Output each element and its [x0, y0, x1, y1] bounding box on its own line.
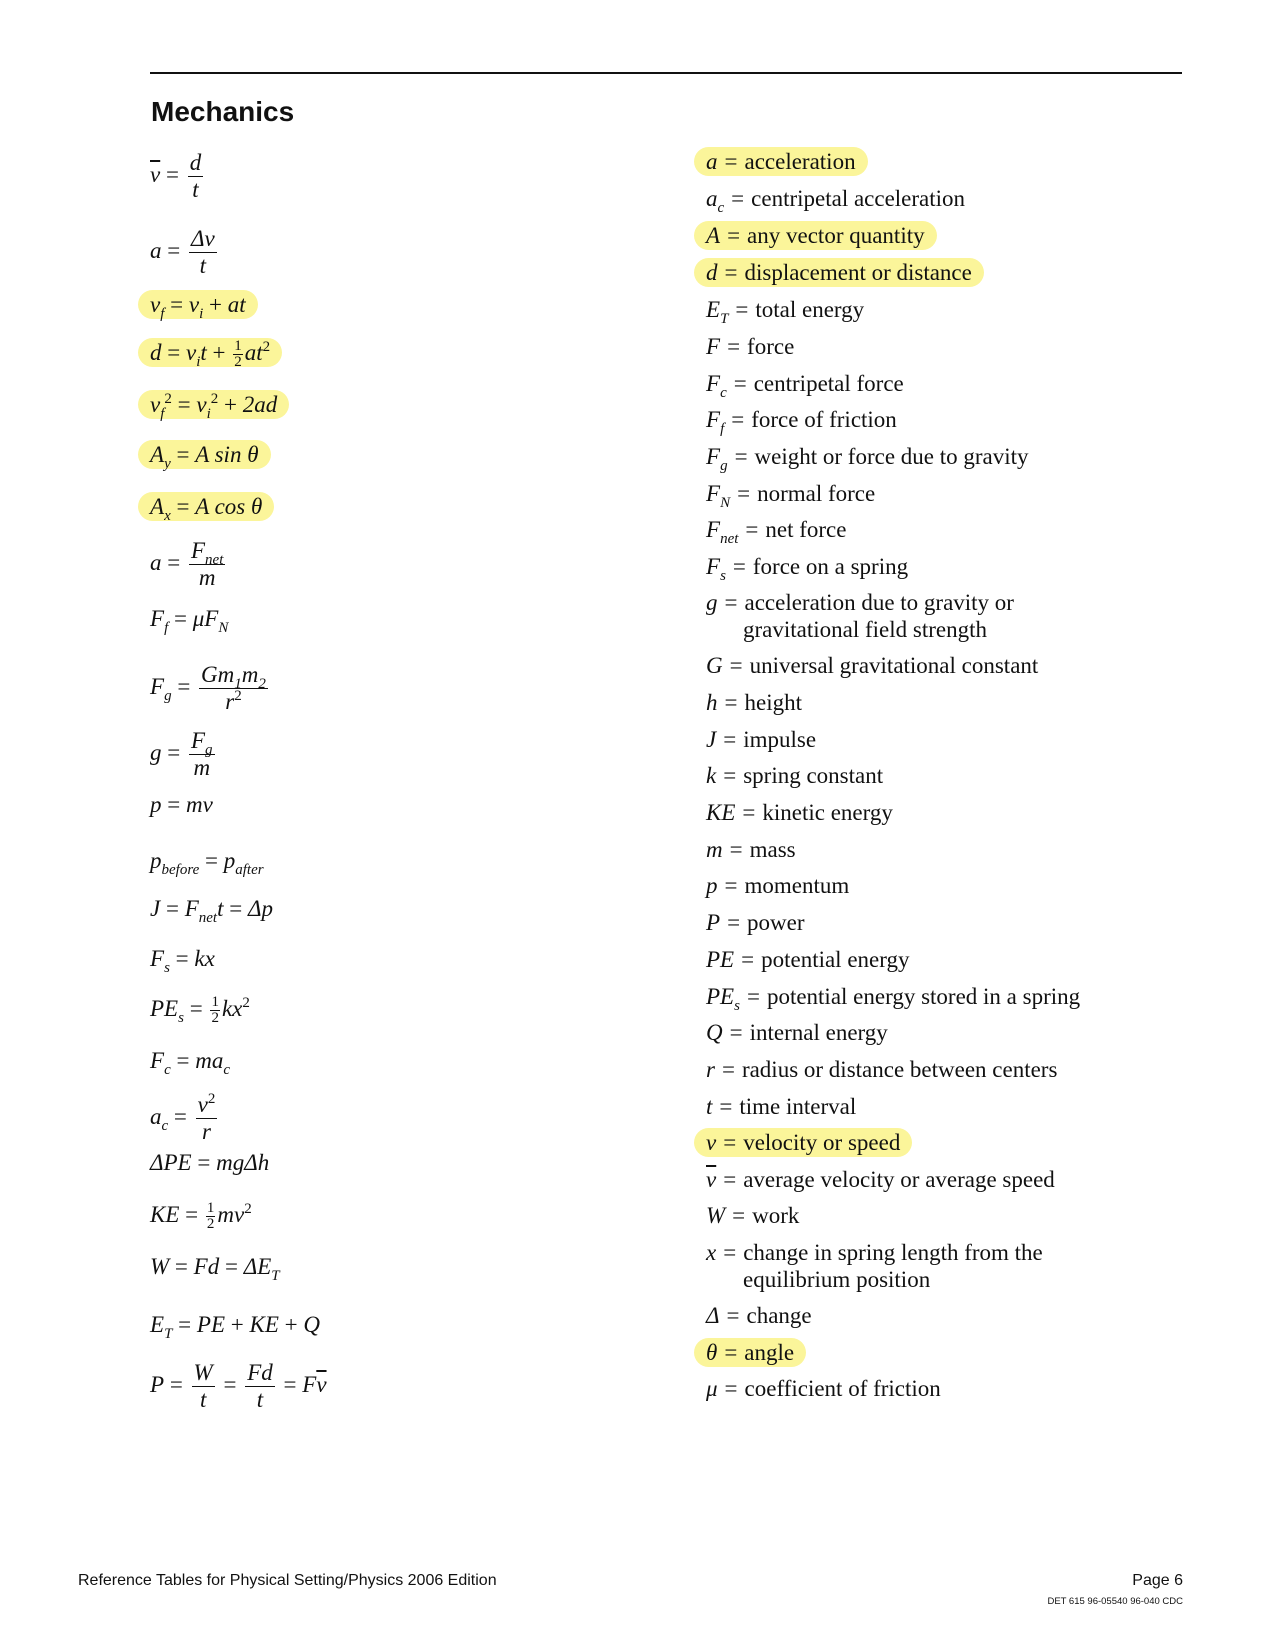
- equation-acceleration: a = $\frac{\Delta v}{t}$: [150, 226, 215, 278]
- equals-sign: =: [741, 947, 755, 972]
- definition-item: [706, 222, 937, 249]
- equation-spring-force: $F_s$ = kx: [150, 946, 215, 976]
- definition-text: momentum: [744, 873, 850, 898]
- definition-symbol: F: [706, 481, 721, 506]
- definition-item: [706, 480, 876, 511]
- equals-sign: =: [726, 1303, 740, 1328]
- definition-text: acceleration due to gravity or: [744, 590, 1014, 615]
- definition-symbol: a: [706, 149, 718, 174]
- equals-sign: =: [731, 407, 745, 432]
- equals-sign: =: [724, 590, 738, 615]
- equation-spring-energy: $PE_s$ = $\frac{1}{2}$ $kx^2$: [150, 994, 250, 1027]
- equals-sign: =: [724, 1340, 738, 1365]
- definition-subscript: s: [720, 568, 726, 584]
- page-number: Page 6: [1132, 1572, 1183, 1589]
- definition-item: [706, 799, 893, 826]
- definition-item: [706, 946, 909, 973]
- definition-symbol: Δ: [706, 1303, 720, 1328]
- equation-work: $W = Fd = \Delta E_T$: [150, 1254, 280, 1284]
- equation-friction: $F_f = \mu F_N$: [150, 606, 229, 636]
- definition-text: change in spring length from the: [743, 1240, 1043, 1265]
- equals-sign: =: [731, 186, 745, 211]
- definition-symbol: p: [706, 873, 718, 898]
- definition-text: mass: [749, 837, 796, 862]
- definition-text: power: [747, 910, 805, 935]
- definition-symbol: d: [706, 260, 718, 285]
- definition-item: [706, 553, 909, 584]
- definition-item: [706, 689, 802, 716]
- definition-symbol: P: [706, 910, 721, 935]
- definition-item: [706, 516, 847, 547]
- top-rule: [150, 72, 1182, 74]
- definition-item: [706, 589, 1014, 643]
- equation-displacement: $d = v_it$ + $\frac{1}{2}$ $at^2$: [150, 338, 282, 370]
- definition-item: [706, 836, 796, 863]
- equation-gravitation: $F_g$ = $\frac{Gm_1m_2}{r^2}$: [150, 662, 266, 714]
- definition-item: [706, 1239, 1043, 1293]
- definition-subscript: s: [734, 998, 740, 1014]
- definition-symbol: t: [706, 1094, 713, 1119]
- equals-sign: =: [742, 800, 756, 825]
- definition-text-continued: gravitational field strength: [743, 617, 987, 642]
- section-heading: Mechanics: [151, 96, 295, 127]
- equals-sign: =: [723, 727, 737, 752]
- definition-symbol: Q: [706, 1020, 723, 1045]
- definition-text: net force: [765, 517, 847, 542]
- definition-symbol: F: [706, 554, 721, 579]
- definition-text: work: [752, 1203, 800, 1228]
- definition-item: [706, 652, 1038, 679]
- equation-final-velocity: $v_f = v_i$ + at: [150, 290, 258, 320]
- equals-sign: =: [724, 1376, 738, 1401]
- definition-item: [706, 1302, 812, 1329]
- footer-title: Reference Tables for Physical Setting/Physics 2006 Edition: [78, 1572, 497, 1589]
- equals-sign: =: [723, 1240, 737, 1265]
- definition-symbol: F: [706, 407, 721, 432]
- definition-subscript: c: [717, 200, 725, 216]
- equals-sign: =: [723, 763, 737, 788]
- equals-sign: =: [732, 1203, 746, 1228]
- document-code: DET 615 96-05540 96-040 CDC: [1047, 1596, 1183, 1607]
- equation-average-velocity: $\overline{v}$ = $\frac{d}{t}$: [150, 150, 202, 202]
- equation-horizontal-component: $A_x = A$ cos θ: [150, 492, 274, 522]
- definition-item: [706, 872, 849, 899]
- equation-potential-energy: ΔPE = mgΔh: [150, 1150, 270, 1175]
- equals-sign: =: [724, 873, 738, 898]
- definition-text: angle: [744, 1340, 795, 1365]
- definition-text: force: [747, 334, 795, 359]
- equals-sign: =: [723, 1130, 737, 1155]
- definition-text: total energy: [755, 297, 865, 322]
- definition-item: [706, 726, 816, 753]
- definition-symbol: J: [706, 727, 717, 752]
- definition-text: displacement or distance: [744, 260, 972, 285]
- definition-item: [706, 1339, 806, 1366]
- definition-subscript: T: [720, 311, 729, 327]
- definition-text: kinetic energy: [762, 800, 893, 825]
- definition-item: [706, 406, 897, 437]
- definition-subscript: c: [720, 385, 727, 401]
- definition-item: [706, 1375, 941, 1402]
- definition-text: impulse: [743, 727, 817, 752]
- definition-symbol: PE: [706, 947, 735, 972]
- definition-symbol: F: [706, 517, 721, 542]
- equation-vertical-component: $A_y = A$ sin θ: [150, 440, 271, 470]
- equals-sign: =: [724, 260, 738, 285]
- definition-text: change: [746, 1303, 812, 1328]
- definition-symbol: PE: [706, 984, 735, 1009]
- definition-text: force on a spring: [752, 554, 909, 579]
- definition-symbol: r: [706, 1057, 715, 1082]
- definition-text: coefficient of friction: [744, 1376, 941, 1401]
- definition-text: force of friction: [751, 407, 897, 432]
- definition-text: weight or force due to gravity: [754, 444, 1029, 469]
- definition-text: height: [744, 690, 802, 715]
- definition-subscript: N: [720, 495, 731, 511]
- definition-symbol: a: [706, 186, 718, 211]
- definition-item: [706, 983, 1081, 1014]
- definition-symbol: θ: [706, 1340, 718, 1365]
- definition-subscript: g: [720, 458, 728, 474]
- definition-item: [706, 185, 966, 216]
- equals-sign: =: [727, 334, 741, 359]
- definition-symbol: μ: [706, 1376, 718, 1401]
- equation-centripetal-acceleration: $a_c$ = $\frac{v^2}{r}$: [150, 1091, 216, 1144]
- equation-power: P = $\frac{W}{t}$ = $\frac{Fd}{t}$ = $F\overline{v}$: [150, 1360, 327, 1412]
- equals-sign: =: [727, 910, 741, 935]
- definition-item: [706, 148, 868, 175]
- definition-item: [706, 333, 794, 360]
- definition-item: [706, 370, 904, 401]
- definition-text: universal gravitational constant: [749, 653, 1039, 678]
- definition-subscript: f: [720, 421, 725, 437]
- equals-sign: =: [727, 223, 741, 248]
- definition-subscript: net: [720, 531, 739, 547]
- definition-text: time interval: [739, 1094, 857, 1119]
- definition-text: internal energy: [749, 1020, 888, 1045]
- definition-text: potential energy stored in a spring: [766, 984, 1081, 1009]
- equals-sign: =: [723, 1167, 737, 1192]
- definition-item: [706, 1093, 856, 1120]
- definition-item: [706, 296, 865, 327]
- definition-text: potential energy: [761, 947, 910, 972]
- definition-text: radius or distance between centers: [741, 1057, 1058, 1082]
- definition-text: normal force: [757, 481, 876, 506]
- definition-text: average velocity or average speed: [743, 1167, 1055, 1192]
- equation-field-strength: g = $\frac{F_g}{m}$: [150, 728, 213, 780]
- definition-text: velocity or speed: [743, 1130, 901, 1155]
- definition-symbol: F: [706, 371, 721, 396]
- equals-sign: =: [721, 1057, 735, 1082]
- definition-symbol: g: [706, 590, 718, 615]
- equation-kinetic-energy: KE = $\frac{1}{2}$ $mv^2$: [150, 1200, 252, 1233]
- definition-symbol: KE: [706, 800, 736, 825]
- definition-text: acceleration: [744, 149, 856, 174]
- definition-text: spring constant: [743, 763, 884, 788]
- definition-text: any vector quantity: [747, 223, 925, 248]
- equation-conservation-momentum: $p_{before} = p_{after}$: [150, 848, 264, 878]
- definition-symbol: x: [706, 1240, 717, 1265]
- definition-symbol: h: [706, 690, 718, 715]
- equals-sign: =: [724, 690, 738, 715]
- equals-sign: =: [733, 371, 747, 396]
- equals-sign: =: [729, 837, 743, 862]
- definition-item: [706, 1019, 888, 1046]
- definition-item: [706, 1166, 1055, 1193]
- equation-centripetal-force: $F_c = ma_c$: [150, 1048, 231, 1078]
- definition-symbol: F: [706, 444, 721, 469]
- definition-text: centripetal acceleration: [751, 186, 966, 211]
- equals-sign: =: [745, 517, 759, 542]
- definition-item: [706, 1202, 799, 1229]
- definition-symbol: m: [706, 837, 723, 862]
- equation-newtons-second-law: a = $\frac{F_{net}}{m}$: [150, 538, 224, 590]
- equation-impulse: $J = F_{net}t = \Delta p$: [150, 896, 273, 926]
- definition-symbol: E: [706, 297, 721, 322]
- equation-total-energy: $E_T$ = PE + KE + Q: [150, 1312, 320, 1342]
- equals-sign: =: [746, 984, 760, 1009]
- equals-sign: =: [729, 653, 743, 678]
- equation-velocity-squared: $v_f^2 = v_i^2 + 2ad$: [150, 390, 289, 420]
- definition-text: centripetal force: [753, 371, 904, 396]
- equals-sign: =: [737, 481, 751, 506]
- equals-sign: =: [729, 1020, 743, 1045]
- definition-item: [706, 259, 984, 286]
- definition-item: [706, 762, 883, 789]
- equation-momentum: p = mv: [150, 792, 213, 817]
- definition-item: [706, 443, 1029, 474]
- definition-symbol: W: [706, 1203, 726, 1228]
- definition-symbol: F: [706, 334, 721, 359]
- definition-symbol: G: [706, 653, 723, 678]
- definition-symbol: v: [706, 1130, 717, 1155]
- equals-sign: =: [734, 444, 748, 469]
- definition-text-continued: equilibrium position: [743, 1267, 931, 1292]
- definition-symbol: k: [706, 763, 717, 788]
- definition-symbol: A: [706, 223, 721, 248]
- definition-symbol: $\overline{v}$: [706, 1167, 717, 1192]
- equals-sign: =: [719, 1094, 733, 1119]
- equals-sign: =: [724, 149, 738, 174]
- definition-item: [706, 1129, 912, 1156]
- equals-sign: =: [735, 297, 749, 322]
- definition-item: [706, 909, 805, 936]
- equals-sign: =: [732, 554, 746, 579]
- definition-item: [706, 1056, 1057, 1083]
